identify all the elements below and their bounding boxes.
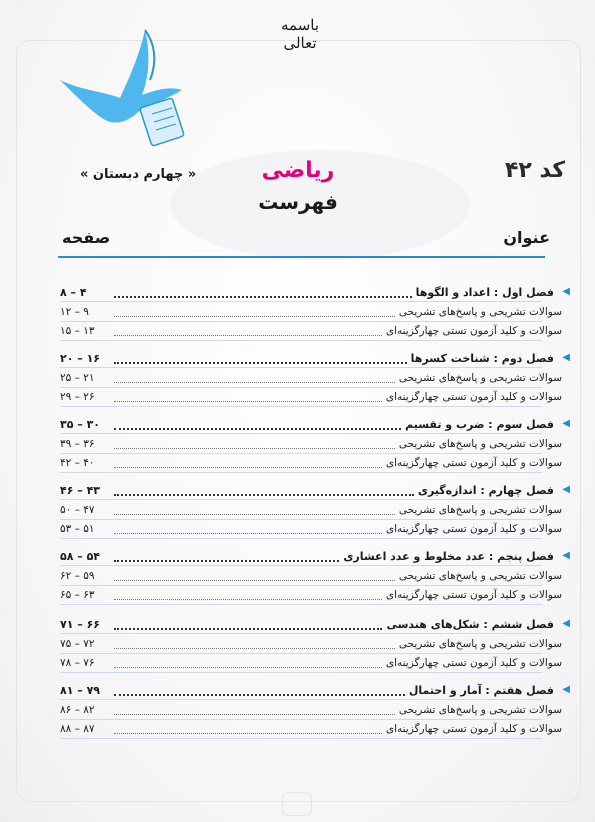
row-rule [60,499,542,500]
page-title: فهرست [258,190,338,214]
chapter-row[interactable] [60,615,570,633]
subsection-row[interactable] [60,635,570,653]
dot-leader [114,724,382,734]
subsection-title: سوالات تشریحی و پاسخ‌های تشریحی [398,504,562,516]
chevron-right-icon: ◀ [562,418,570,429]
row-rule [60,565,542,566]
chapter-title: فصل دوم : شناخت کسرها [410,351,554,365]
chapter-section [60,415,570,483]
footer-ornament [282,792,312,816]
subsection-row[interactable] [60,454,570,472]
chapter-pages: ۸۱ – ۷۹ [60,683,101,697]
row-rule [60,538,542,539]
subsection-pages: ۶۲ – ۵۹ [60,570,95,582]
subsection-pages: ۲۵ – ۲۱ [60,372,95,384]
subsection-title: سوالات و کلید آزمون تستی چهارگزینه‌ای [385,657,562,669]
chapter-row[interactable] [60,349,570,367]
chapter-section [60,283,570,351]
subsection-title: سوالات و کلید آزمون تستی چهارگزینه‌ای [385,457,562,469]
dot-leader [114,392,382,402]
subsection-row[interactable] [60,322,570,340]
dove-logo-icon [50,20,190,160]
chevron-right-icon: ◀ [562,550,570,561]
dot-leader [114,458,382,468]
subsection-title: سوالات تشریحی و پاسخ‌های تشریحی [398,638,562,650]
page-column-header: صفحه [62,228,111,247]
subsection-title: سوالات تشریحی و پاسخ‌های تشریحی [398,570,562,582]
chapter-pages: ۴۶ – ۴۳ [60,483,101,497]
title-column-header: عنوان [503,228,550,247]
chapter-pages: ۵۸ – ۵۴ [60,549,101,563]
subsection-row[interactable] [60,567,570,585]
subsection-pages: ۴۲ – ۴۰ [60,457,95,469]
subsection-title: سوالات تشریحی و پاسخ‌های تشریحی [398,306,562,318]
dot-leader [114,571,395,581]
chapter-section [60,615,570,683]
dot-leader [114,590,382,600]
row-rule [60,433,542,434]
subsection-row[interactable] [60,586,570,604]
chapter-row[interactable] [60,283,570,301]
grade-label: « چهارم دبستان » [80,167,197,182]
dot-leader [114,439,395,449]
subsection-row[interactable] [60,435,570,453]
dot-leader [114,419,401,430]
chapter-pages: ۲۰ – ۱۶ [60,351,101,365]
chapter-pages: ۷۱ – ۶۶ [60,617,101,631]
subsection-pages: ۷۸ – ۷۶ [60,657,95,669]
chapter-row[interactable] [60,547,570,565]
chevron-right-icon: ◀ [562,618,570,629]
chevron-right-icon: ◀ [562,286,570,297]
dot-leader [114,307,395,317]
subsection-row[interactable] [60,654,570,672]
row-rule [60,340,542,341]
subsection-pages: ۷۵ – ۷۲ [60,638,95,650]
chapter-section [60,349,570,417]
dot-leader [114,287,412,298]
chapter-row[interactable] [60,681,570,699]
dot-leader [114,326,382,336]
subsection-row[interactable] [60,388,570,406]
subsection-pages: ۱۵ – ۱۳ [60,325,95,337]
dot-leader [114,505,395,515]
subsection-row[interactable] [60,501,570,519]
row-rule [60,406,542,407]
chapter-title: فصل پنجم : عدد مخلوط و عدد اعشاری [343,549,554,563]
chapter-section [60,547,570,615]
subsection-title: سوالات تشریحی و پاسخ‌های تشریحی [398,438,562,450]
subsection-title: سوالات تشریحی و پاسخ‌های تشریحی [398,372,562,384]
subsection-row[interactable] [60,701,570,719]
dot-leader [114,619,382,630]
subject-title: ریاضی [261,158,335,183]
subsection-pages: ۸۸ – ۸۷ [60,723,95,735]
subsection-pages: ۸۶ – ۸۲ [60,704,95,716]
dot-leader [114,639,395,649]
dot-leader [114,705,395,715]
chevron-right-icon: ◀ [562,684,570,695]
chapter-pages: ۳۵ – ۳۰ [60,417,101,431]
subsection-pages: ۵۳ – ۵۱ [60,523,95,535]
row-rule [60,367,542,368]
chapter-title: فصل اول : اعداد و الگوها [415,285,554,299]
subsection-title: سوالات و کلید آزمون تستی چهارگزینه‌ای [385,589,562,601]
subsection-title: سوالات و کلید آزمون تستی چهارگزینه‌ای [385,723,562,735]
dot-leader [114,485,414,496]
chapter-row[interactable] [60,481,570,499]
row-rule [60,672,542,673]
chapter-section [60,481,570,549]
subsection-row[interactable] [60,520,570,538]
subsection-title: سوالات و کلید آزمون تستی چهارگزینه‌ای [385,325,562,337]
subsection-row[interactable] [60,303,570,321]
row-rule [60,472,542,473]
code-label: کد ۴۲ [505,158,566,183]
subsection-pages: ۱۲ – ۹ [60,306,89,318]
dot-leader [114,658,382,668]
subsection-pages: ۳۹ – ۳۶ [60,438,95,450]
subsection-pages: ۲۹ – ۲۶ [60,391,95,403]
chapter-title: فصل هفتم : آمار و احتمال [408,683,554,697]
chapter-row[interactable] [60,415,570,433]
subsection-title: سوالات و کلید آزمون تستی چهارگزینه‌ای [385,523,562,535]
row-rule [60,604,542,605]
dot-leader [114,373,395,383]
subsection-title: سوالات تشریحی و پاسخ‌های تشریحی [398,704,562,716]
row-rule [60,738,542,739]
subsection-row[interactable] [60,720,570,738]
chapter-title: فصل سوم : ضرب و تقسیم [405,417,554,431]
dot-leader [114,685,405,696]
bismillah-heading: باسمه تعالی [280,16,320,52]
chapter-title: فصل ششم : شکل‌های هندسی [386,617,554,631]
header-divider [58,256,545,258]
chevron-right-icon: ◀ [562,484,570,495]
dot-leader [114,524,382,534]
row-rule [60,633,542,634]
subsection-pages: ۶۵ – ۶۳ [60,589,95,601]
dot-leader [114,353,407,364]
row-rule [60,699,542,700]
subsection-pages: ۵۰ – ۴۷ [60,504,95,516]
row-rule [60,301,542,302]
subsection-row[interactable] [60,369,570,387]
chapter-title: فصل چهارم : اندازه‌گیری [417,483,554,497]
dot-leader [114,551,339,562]
subsection-title: سوالات و کلید آزمون تستی چهارگزینه‌ای [385,391,562,403]
chapter-pages: ۸ – ۴ [60,285,87,299]
chapter-section [60,681,570,749]
chevron-right-icon: ◀ [562,352,570,363]
